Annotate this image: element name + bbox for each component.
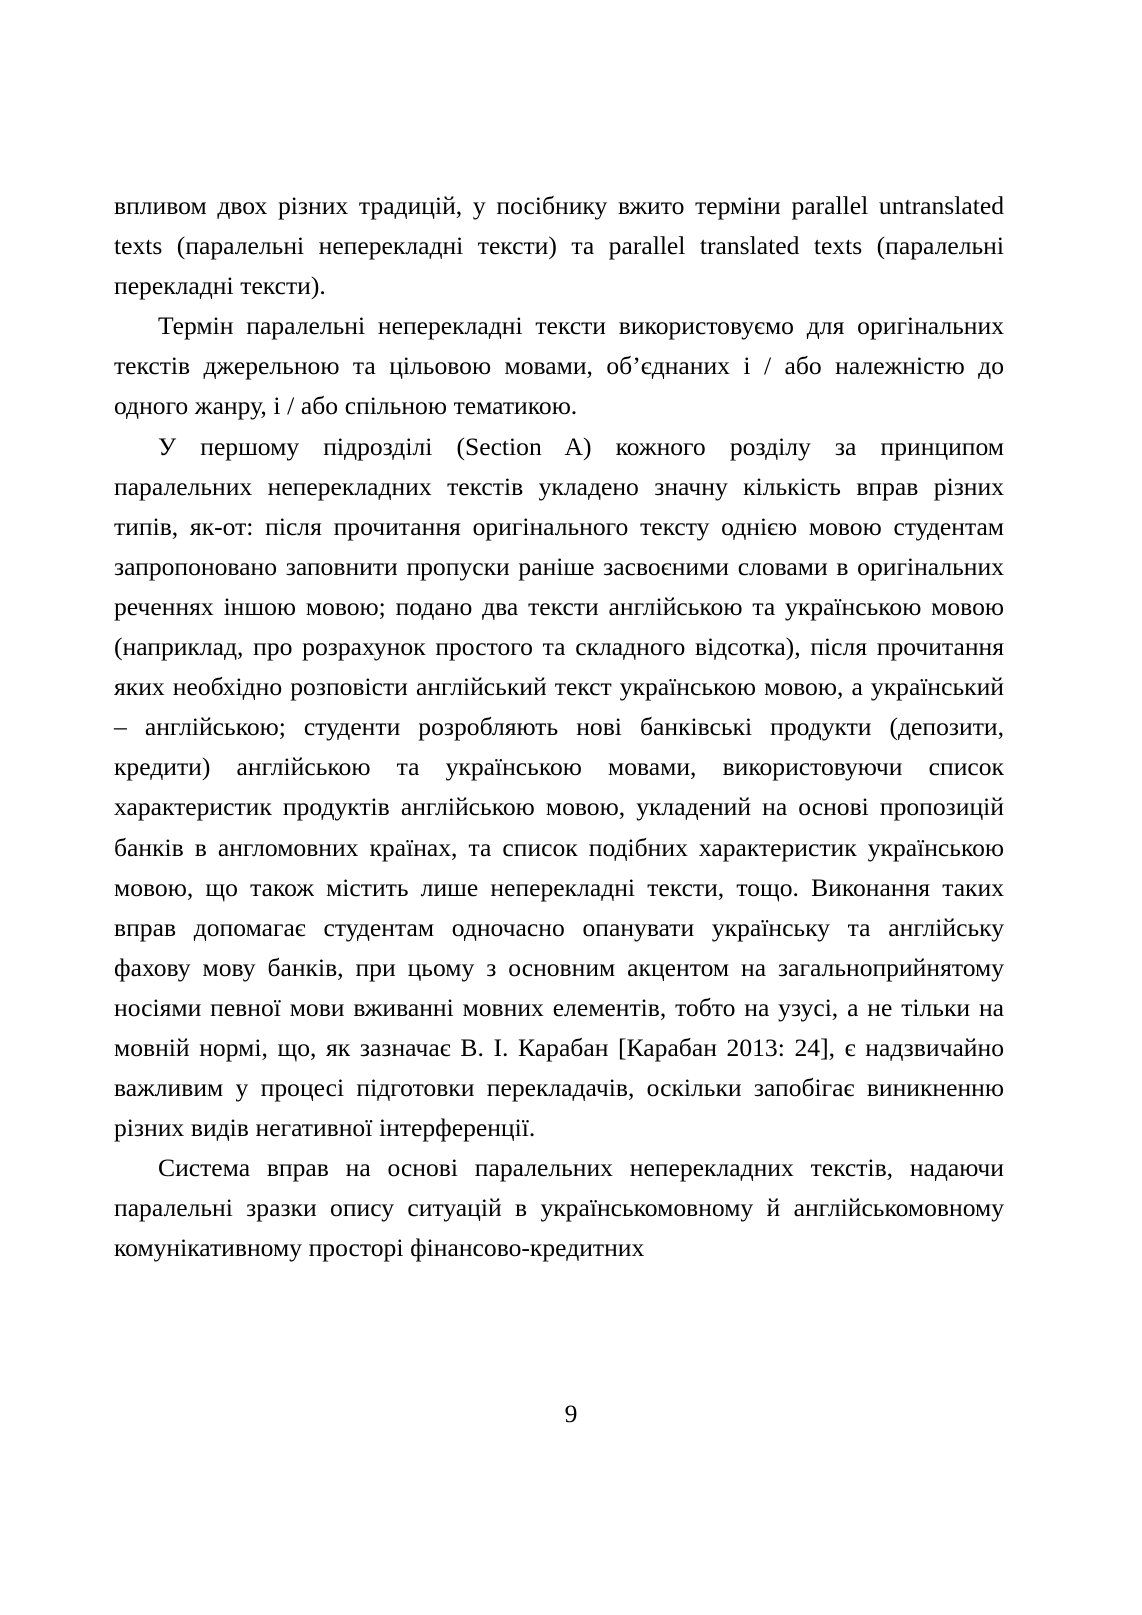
- page-number: 9: [564, 1399, 578, 1428]
- paragraph-4: Система вправ на основі паралельних неперекладних текстів, надаючи паралельні зразки опису ситуацій в українськомовному й англійськомовному комунікативному просторі фінансово-кредитних: [114, 1153, 1004, 1263]
- body-text-column: [114, 186, 1004, 1269]
- paragraph-2: Термін паралельні неперекладні тексти використовуємо для оригінальних текстів джерельною та цільовою мовами, об’єднаних і / або належністю до одного жанру, і / або спільною тематикою.: [114, 311, 1004, 421]
- paragraph-3: У першому підрозділі (Section A) кожного розділу за принципом паралельних неперекладних текстів укладено значну кількість вправ різних типів, як-от: після прочитання оригінального тексту однією мовою студентам запропоновано заповнити пропуски раніше засвоєними словами в оригінальних реченнях іншою мовою; подано два тексти англійською та українською мовою (наприклад, про розрахунок простого та складного відсотка), після прочитання яких необхідно розповісти англійський текст українською мовою, а український – англійською; студенти розробляють нові банківські продукти (депозити, кредити) англійською та українською мовами, використовуючи список характеристик продуктів англійською мовою, укладений на основі пропозицій банків в англомовних країнах, та список подібних характеристик українською мовою, що також містить лише неперекладні тексти, тощо. Виконання таких вправ допомагає студентам одночасно опанувати українську та англійську фахову мову банків, при цьому з основним акцентом на загальноприйнятому носіями певної мови вживанні мовних елементів, тобто на узусі, а не тільки на мовній нормі, що, як зазначає В. І. Карабан [Карабан 2013: 24], є надзвичайно важливим у процесі підготовки перекладачів, оскільки запобігає виникненню різних видів негативної інтерференції.: [114, 431, 1004, 1143]
- paragraph-1: впливом двох різних традицій, у посібнику вжито терміни parallel untranslated texts (паралельні неперекладні тексти) та parallel translated texts (паралельні перекладні тексти).: [114, 191, 1004, 301]
